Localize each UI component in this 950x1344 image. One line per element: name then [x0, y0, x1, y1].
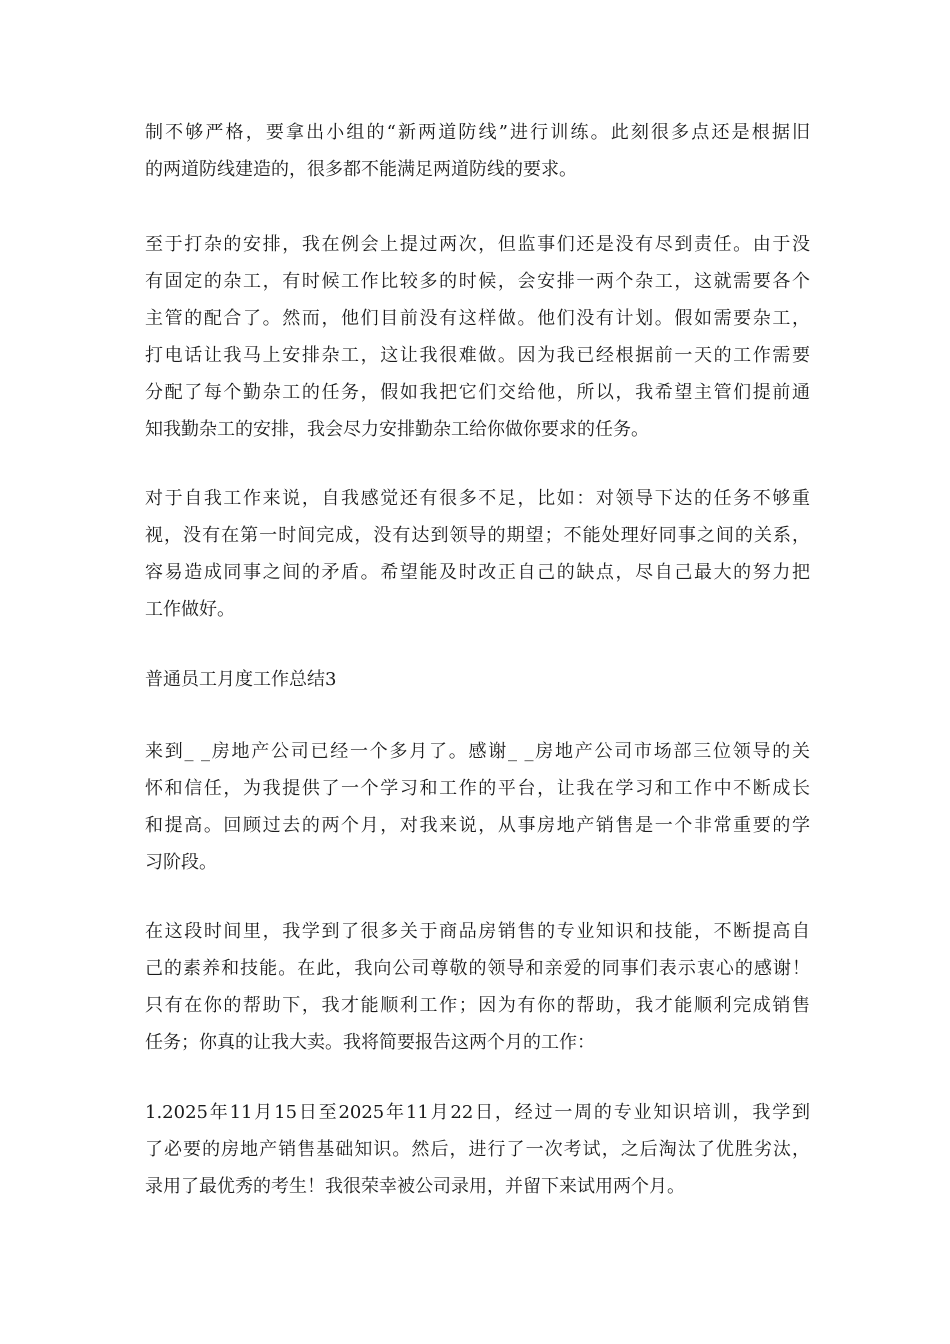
- section-heading: [145, 661, 810, 698]
- paragraph-line: 视，没有在第一时间完成，没有达到领导的期望；不能处理好同事之间的关系，: [145, 525, 810, 546]
- paragraph-line: 主管的配合了。然而，他们目前没有这样做。他们没有计划。假如需要杂工，: [145, 308, 810, 329]
- paragraph-line: 打电话让我马上安排杂工，这让我很难做。因为我已经根据前一天的工作需要: [145, 345, 810, 366]
- paragraph-line: 在这段时间里，我学到了很多关于商品房销售的专业知识和技能，不断提高自: [145, 921, 810, 942]
- paragraph-line: 了必要的房地产销售基础知识。然后，进行了一次考试，之后淘汰了优胜劣汰，: [145, 1139, 810, 1160]
- paragraph-6: [145, 1094, 810, 1205]
- paragraph-line: 和提高。回顾过去的两个月，对我来说，从事房地产销售是一个非常重要的学: [145, 815, 810, 836]
- paragraph-line: 分配了每个勤杂工的任务，假如我把它们交给他，所以，我希望主管们提前通: [145, 382, 810, 403]
- paragraph-line: 己的素养和技能。在此，我向公司尊敬的领导和亲爱的同事们表示衷心的感谢！: [145, 958, 810, 979]
- paragraph-1: [145, 114, 810, 188]
- paragraph-5: [145, 913, 810, 1061]
- paragraph-line: 工作做好。: [145, 599, 235, 620]
- paragraph-line: 只有在你的帮助下，我才能顺利工作；因为有你的帮助，我才能顺利完成销售: [145, 995, 810, 1016]
- paragraph-line: 对于自我工作来说，自我感觉还有很多不足，比如：对领导下达的任务不够重: [145, 488, 810, 509]
- paragraph-line: 录用了最优秀的考生！我很荣幸被公司录用，并留下来试用两个月。: [145, 1176, 685, 1197]
- paragraph-line: 怀和信任，为我提供了一个学习和工作的平台，让我在学习和工作中不断成长: [145, 778, 810, 799]
- paragraph-2: [145, 226, 810, 448]
- paragraph-line: 来到_ _房地产公司已经一个多月了。感谢_ _房地产公司市场部三位领导的关: [145, 741, 810, 762]
- paragraph-line: 任务；你真的让我大卖。我将简要报告这两个月的工作：: [145, 1032, 595, 1053]
- paragraph-line: 容易造成同事之间的矛盾。希望能及时改正自己的缺点，尽自己最大的努力把: [145, 562, 810, 583]
- paragraph-line: 制不够严格，要拿出小组的“新两道防线”进行训练。此刻很多点还是根据旧: [145, 122, 810, 143]
- paragraph-line: 习阶段。: [145, 852, 217, 873]
- paragraph-3: [145, 480, 810, 628]
- section-title: 普通员工月度工作总结3: [145, 669, 337, 690]
- paragraph-line: 1.2025年11月15日至2025年11月22日，经过一周的专业知识培训，我学到: [145, 1102, 810, 1123]
- paragraph-line: 有固定的杂工，有时候工作比较多的时候，会安排一两个杂工，这就需要各个: [145, 271, 810, 292]
- paragraph-line: 至于打杂的安排，我在例会上提过两次，但监事们还是没有尽到责任。由于没: [145, 234, 810, 255]
- paragraph-line: 知我勤杂工的安排，我会尽力安排勤杂工给你做你要求的任务。: [145, 419, 649, 440]
- paragraph-4: [145, 733, 810, 881]
- paragraph-line: 的两道防线建造的，很多都不能满足两道防线的要求。: [145, 159, 577, 180]
